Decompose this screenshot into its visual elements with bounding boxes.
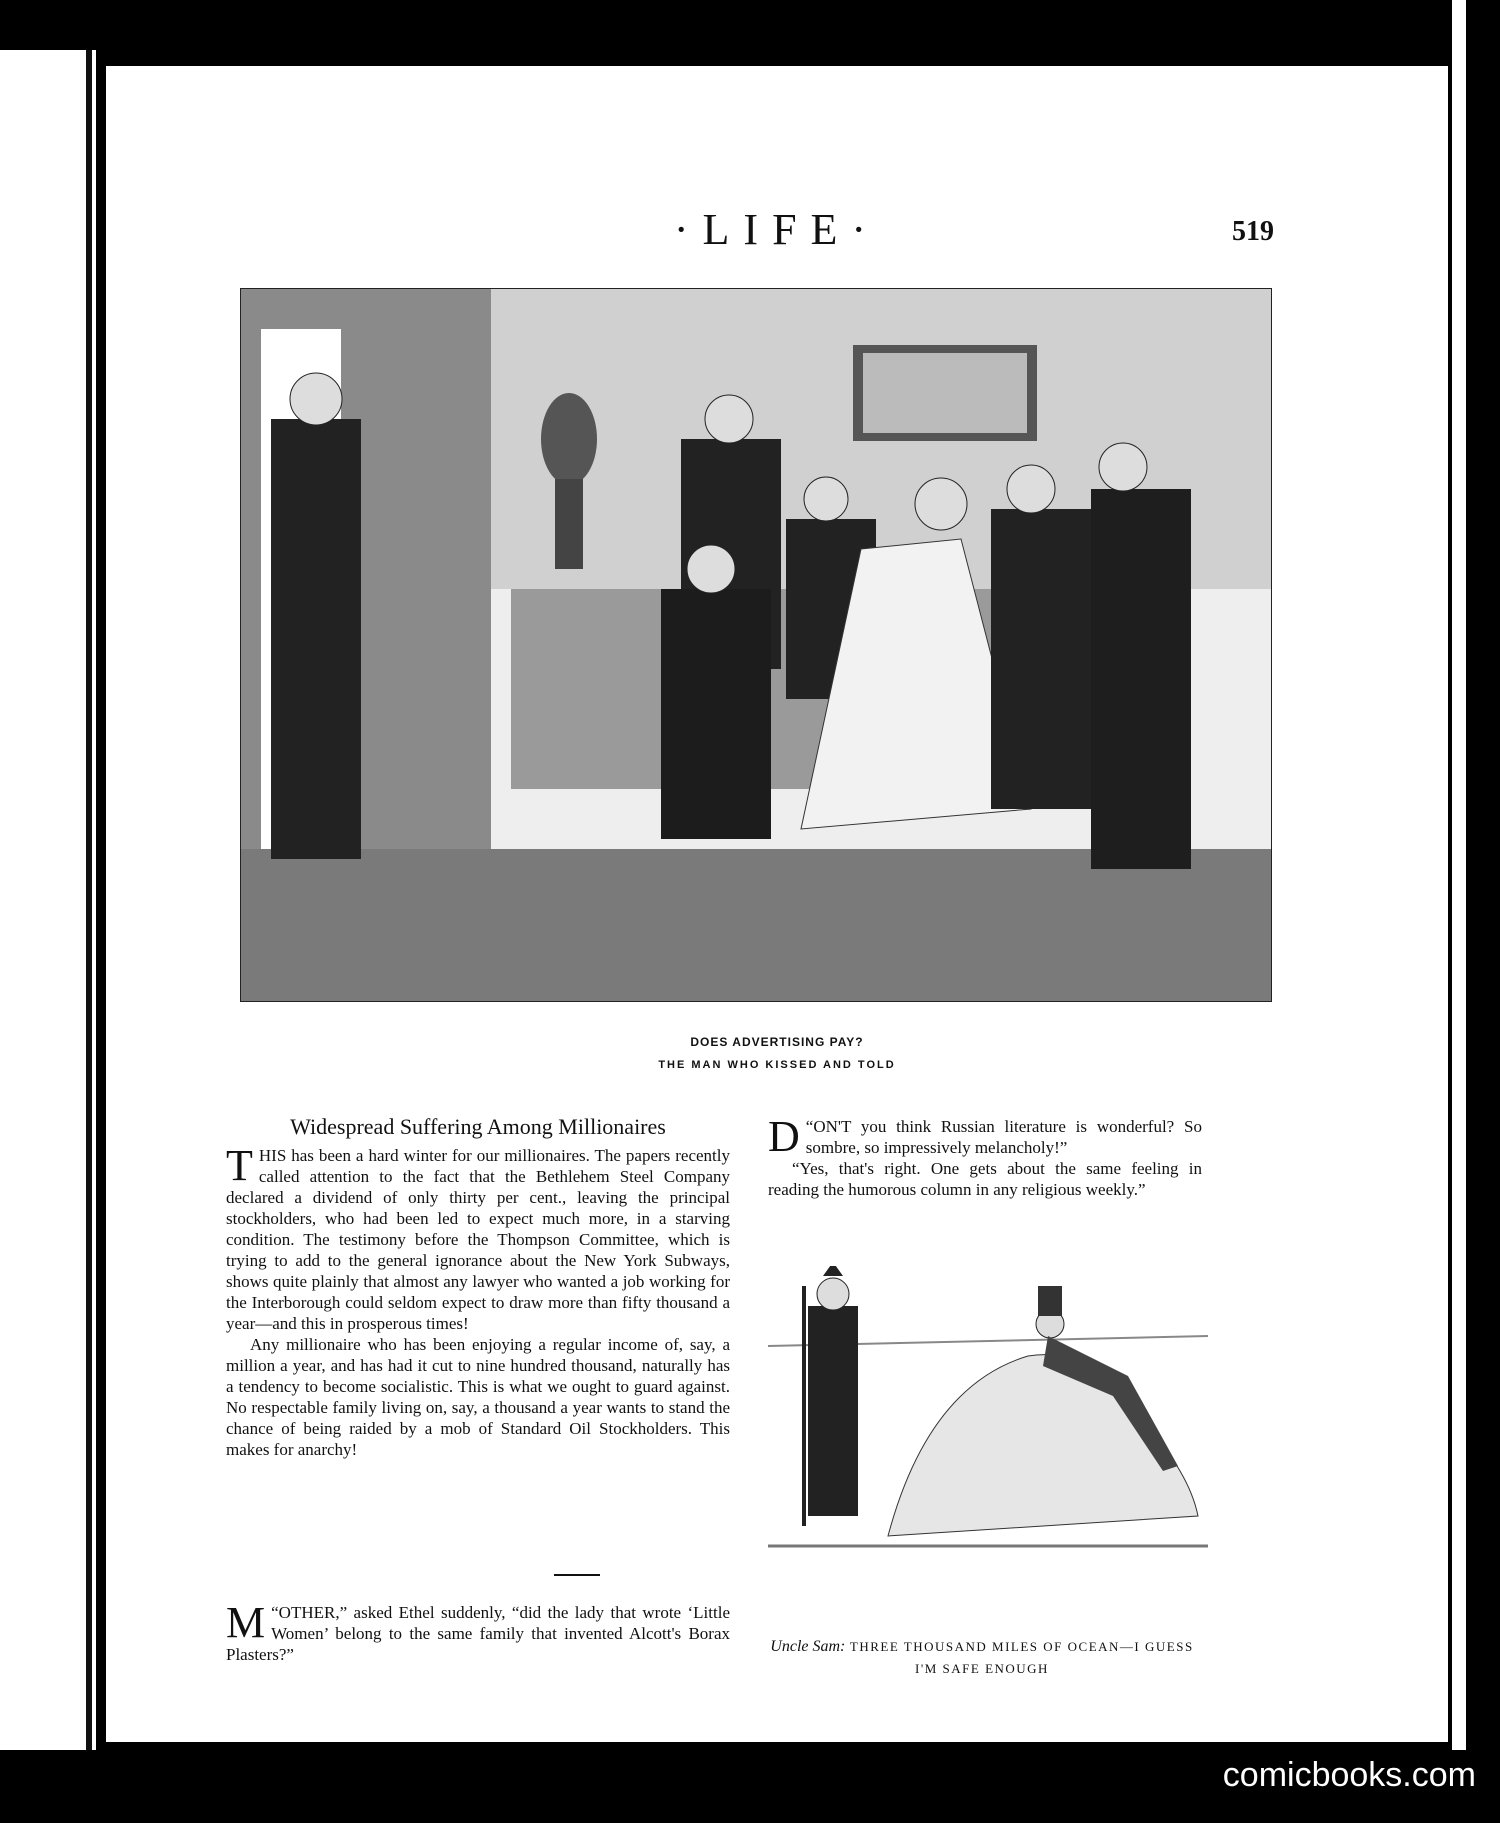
article-column (226, 1116, 730, 1460)
masthead-title: ·LIFE· (673, 205, 881, 254)
russian-joke-text: ON'T you think Russian literature is wonderful? So sombre, so impressively melancholy!” (805, 1117, 1202, 1157)
russian-joke (768, 1112, 1202, 1200)
top-cartoon-illustration (240, 288, 1272, 1002)
russian-joke-open-quote: “ (805, 1117, 814, 1136)
top-cartoon-caption-title: DOES ADVERTISING PAY? (690, 1035, 864, 1049)
mother-joke-open-quote: “ (271, 1603, 279, 1622)
article-dropcap: T (226, 1141, 253, 1190)
mother-joke-dropcap: M (226, 1598, 266, 1647)
mother-joke-text: OTHER,” asked Ethel suddenly, “did the lady that wrote ‘Little Women’ belong to the same family that invented Alcott's Borax Plasters?” (226, 1603, 730, 1664)
article-headline: Widespread Suffering Among Millionaires (290, 1114, 666, 1139)
uncle-sam-caption-line-1: THREE THOUSAND MILES OF OCEAN—I GUESS (849, 1639, 1194, 1654)
uncle-sam-caption (758, 1636, 1206, 1680)
page-gutter (86, 50, 92, 1750)
uncle-sam-speaker: Uncle Sam: (770, 1638, 846, 1655)
section-divider (554, 1574, 600, 1576)
mother-joke (226, 1598, 730, 1665)
page-number: 519 (1232, 216, 1274, 247)
watermark: comicbooks.com (1213, 1754, 1486, 1797)
article-paragraph-1 (226, 1141, 730, 1334)
uncle-sam-caption-line-2: I'M SAFE ENOUGH (915, 1661, 1049, 1676)
top-cartoon-caption-subtitle: THE MAN WHO KISSED AND TOLD (658, 1059, 896, 1071)
right-page-edge (1452, 0, 1466, 1750)
russian-joke-dropcap: D (768, 1112, 800, 1161)
uncle-sam-illustration (768, 1266, 1208, 1566)
article-paragraph-2: Any millionaire who has been enjoying a regular income of, say, a million a year, and has had it cut to nine hundred thousand, naturally has a tendency to become socialistic. This is what we ought to guard against. No respectable family living on, say, a thousand a year wants to stand the chance of being raided by a mob of Standard Oil Stockholders. This makes for anarchy! (226, 1335, 730, 1459)
article-paragraph-1-text: HIS has been a hard winter for our millionaires. The papers recently called attention to the fact that the Bethlehem Steel Company declared a dividend of only thirty per cent., leaving the principal stockholders, who had been led to expect much more, in a starving condition. The testimony before the Thompson Committee, which is trying to add to the general ignorance about the New York Subways, shows quite plainly that almost any lawyer who wanted a job working for the Interborough could seldom expect to draw more than fifty thousand a year—and this in prosperous times! (226, 1146, 730, 1333)
facing-page-edge (0, 50, 96, 1750)
russian-joke-reply: “Yes, that's right. One gets about the same feeling in reading the humorous column in any religious weekly.” (768, 1159, 1202, 1199)
magazine-page (106, 66, 1448, 1742)
